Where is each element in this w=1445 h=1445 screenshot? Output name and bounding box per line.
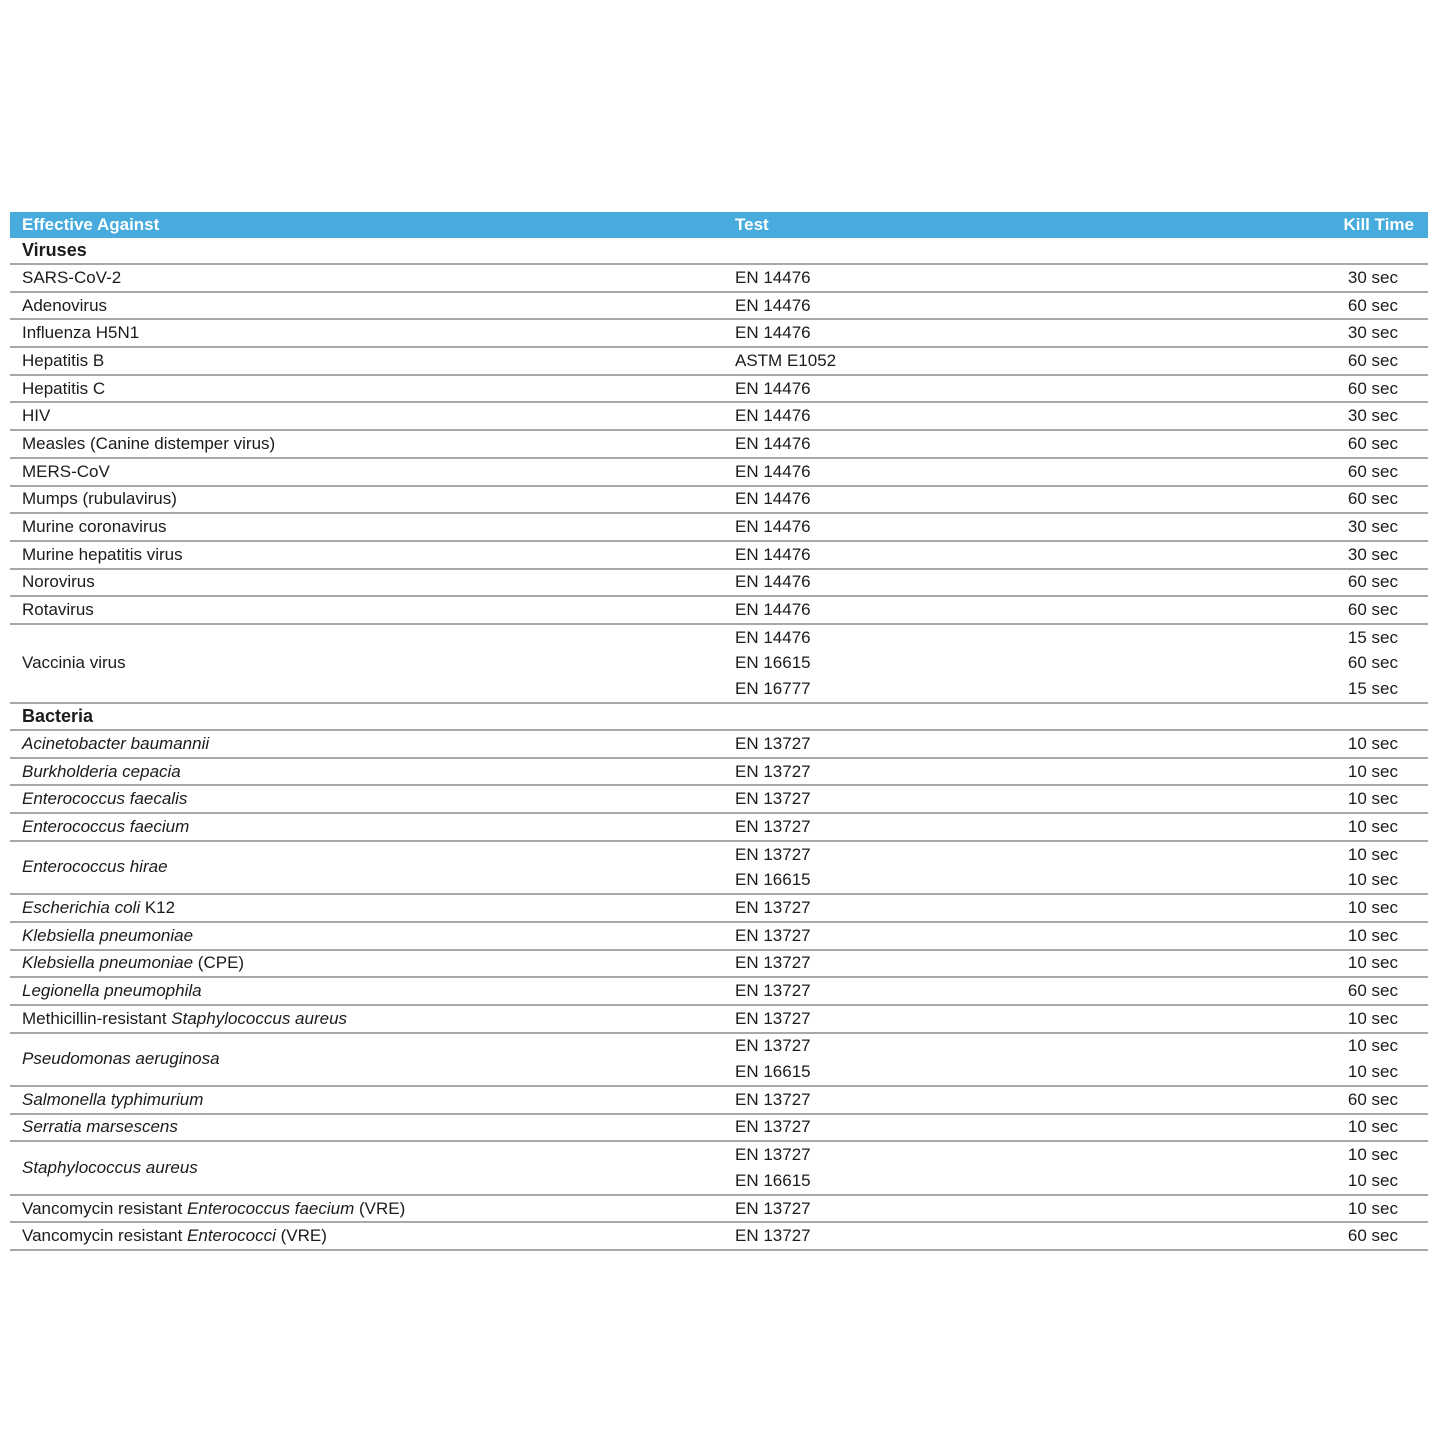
organism-name [10, 981, 735, 1001]
test-line [735, 1115, 1428, 1141]
organism-name-text: Adenovirus [22, 295, 108, 315]
kill-time: 60 sec [1347, 489, 1398, 509]
organism-name [10, 600, 735, 620]
table-row [10, 1006, 1428, 1034]
efficacy-table [10, 212, 1428, 1251]
organism-name-latin: Klebsiella pneumoniae [22, 925, 194, 945]
table-row [10, 759, 1428, 787]
test-line [735, 570, 1428, 596]
test-line [735, 597, 1428, 623]
test-line [735, 514, 1428, 540]
organism-name [10, 857, 735, 877]
organism-name [10, 462, 735, 482]
table-row [10, 431, 1428, 459]
organism-name [10, 406, 735, 426]
test-standard: EN 16615 [735, 653, 811, 673]
table-body [10, 238, 1428, 1251]
kill-time: 10 sec [1347, 733, 1398, 753]
organism-name-text: Mumps (rubulavirus) [22, 489, 177, 509]
table-row [10, 1034, 1428, 1087]
section-title-bacteria: Bacteria [10, 704, 1428, 731]
organism-name [10, 1009, 735, 1029]
test-line [735, 867, 1428, 893]
organism-name-latin: Enterococcus faecalis [22, 789, 188, 809]
test-lines [735, 1034, 1428, 1085]
table-row [10, 348, 1428, 376]
kill-time: 10 sec [1347, 953, 1398, 973]
organism-name [10, 351, 735, 371]
test-standard: EN 13727 [735, 789, 811, 809]
test-line [735, 731, 1428, 757]
test-line [735, 895, 1428, 921]
organism-name [10, 572, 735, 592]
test-line [735, 978, 1428, 1004]
organism-name-text: SARS-CoV-2 [22, 267, 122, 287]
organism-name-text: Vaccinia virus [22, 653, 126, 673]
table-row [10, 1142, 1428, 1195]
test-lines [735, 265, 1428, 291]
test-lines [735, 320, 1428, 346]
table-row [10, 542, 1428, 570]
kill-time: 10 sec [1347, 897, 1398, 917]
test-lines [735, 1087, 1428, 1113]
kill-time: 60 sec [1347, 572, 1398, 592]
test-lines [735, 403, 1428, 429]
kill-time: 10 sec [1347, 870, 1398, 890]
test-line [735, 1196, 1428, 1222]
organism-name-text: Rotavirus [22, 600, 94, 620]
test-standard: EN 13727 [735, 816, 811, 836]
table-row [10, 293, 1428, 321]
table-row [10, 1223, 1428, 1251]
table-row [10, 978, 1428, 1006]
kill-time: 10 sec [1347, 816, 1398, 836]
kill-time: 30 sec [1347, 323, 1398, 343]
kill-time: 10 sec [1347, 761, 1398, 781]
table-row [10, 570, 1428, 598]
test-line [735, 651, 1428, 677]
test-line [735, 293, 1428, 319]
test-standard: ASTM E1052 [735, 350, 837, 370]
test-lines [735, 514, 1428, 540]
kill-time: 10 sec [1347, 1008, 1398, 1028]
test-standard: EN 13727 [735, 925, 811, 945]
organism-name [10, 762, 735, 782]
test-line [735, 487, 1428, 513]
test-standard: EN 13727 [735, 1089, 811, 1109]
kill-time: 10 sec [1347, 925, 1398, 945]
table-row [10, 814, 1428, 842]
test-lines [735, 459, 1428, 485]
organism-name-latin: Escherichia coli [22, 897, 141, 917]
kill-time: 60 sec [1347, 600, 1398, 620]
test-lines [735, 625, 1428, 702]
test-standard: EN 13727 [735, 953, 811, 973]
test-line [735, 759, 1428, 785]
test-lines [735, 759, 1428, 785]
organism-name [10, 379, 735, 399]
organism-name [10, 296, 735, 316]
kill-time: 60 sec [1347, 461, 1398, 481]
table-row [10, 731, 1428, 759]
test-line [735, 1142, 1428, 1168]
organism-name [10, 1226, 735, 1246]
test-lines [735, 814, 1428, 840]
test-standard: EN 13727 [735, 733, 811, 753]
organism-name-latin: Enterococcus faecium [187, 1198, 355, 1218]
kill-time: 10 sec [1347, 844, 1398, 864]
test-line [735, 1059, 1428, 1085]
test-lines [735, 542, 1428, 568]
test-line [735, 842, 1428, 868]
test-standard: EN 14476 [735, 489, 811, 509]
organism-name-text: Vancomycin resistant [22, 1226, 188, 1246]
table-header-row [10, 212, 1428, 238]
organism-name-latin: Salmonella typhimurium [22, 1089, 204, 1109]
table-row [10, 1115, 1428, 1143]
test-lines [735, 348, 1428, 374]
test-lines [735, 895, 1428, 921]
organism-name-text: Norovirus [22, 572, 95, 592]
test-lines [735, 293, 1428, 319]
organism-name [10, 734, 735, 754]
organism-name-text: Murine coronavirus [22, 517, 167, 537]
test-lines [735, 923, 1428, 949]
organism-name [10, 926, 735, 946]
test-lines [735, 951, 1428, 977]
test-line [735, 431, 1428, 457]
kill-time: 10 sec [1347, 1170, 1398, 1190]
test-line [735, 348, 1428, 374]
organism-name-text: Influenza H5N1 [22, 323, 140, 343]
test-standard: EN 14476 [735, 406, 811, 426]
organism-name [10, 1090, 735, 1110]
test-standard: EN 14476 [735, 544, 811, 564]
kill-time: 60 sec [1347, 378, 1398, 398]
test-line [735, 265, 1428, 291]
test-line [735, 625, 1428, 651]
organism-name [10, 1158, 735, 1178]
table-row [10, 265, 1428, 293]
table-row [10, 786, 1428, 814]
table-row [10, 376, 1428, 404]
organism-name-latin: Enterococci [187, 1226, 276, 1246]
table-row [10, 625, 1428, 704]
test-lines [735, 1196, 1428, 1222]
test-standard: EN 14476 [735, 627, 811, 647]
test-lines [735, 431, 1428, 457]
organism-name-latin: Klebsiella pneumoniae [22, 953, 194, 973]
test-standard: EN 14476 [735, 517, 811, 537]
kill-time: 30 sec [1347, 544, 1398, 564]
test-standard: EN 13727 [735, 897, 811, 917]
test-line [735, 814, 1428, 840]
test-standard: EN 13727 [735, 1036, 811, 1056]
test-standard: EN 14476 [735, 600, 811, 620]
organism-name [10, 817, 735, 837]
kill-time: 10 sec [1347, 789, 1398, 809]
organism-name [10, 953, 735, 973]
organism-name [10, 434, 735, 454]
organism-name-latin: Staphylococcus aureus [22, 1158, 198, 1177]
organism-name [10, 898, 735, 918]
organism-name-latin: Acinetobacter baumannii [22, 733, 210, 753]
kill-time: 60 sec [1347, 295, 1398, 315]
test-line [735, 1168, 1428, 1194]
test-lines [735, 731, 1428, 757]
table-row [10, 895, 1428, 923]
test-standard: EN 16615 [735, 1170, 811, 1190]
organism-name-text: HIV [22, 406, 51, 426]
table-row [10, 514, 1428, 542]
test-standard: EN 16777 [735, 679, 811, 699]
table-row [10, 403, 1428, 431]
test-line [735, 459, 1428, 485]
organism-name-latin: Serratia marsescens [22, 1117, 178, 1137]
organism-name [10, 268, 735, 288]
kill-time: 10 sec [1347, 1062, 1398, 1082]
organism-name-text: MERS-CoV [22, 461, 110, 481]
kill-time: 10 sec [1347, 1145, 1398, 1165]
organism-name [10, 545, 735, 565]
test-lines [735, 376, 1428, 402]
test-line [735, 403, 1428, 429]
table-row [10, 320, 1428, 348]
test-lines [735, 786, 1428, 812]
organism-name-text: (CPE) [193, 953, 245, 973]
column-header-test: Test [735, 215, 769, 234]
table-row [10, 459, 1428, 487]
organism-name-text: K12 [140, 897, 176, 917]
test-line [735, 786, 1428, 812]
test-standard: EN 14476 [735, 461, 811, 481]
column-header-effective-against: Effective Against [22, 215, 160, 234]
organism-name [10, 1199, 735, 1219]
test-standard: EN 13727 [735, 1198, 811, 1218]
test-line [735, 1223, 1428, 1249]
test-lines [735, 1115, 1428, 1141]
organism-name-latin: Staphylococcus aureus [171, 1008, 348, 1028]
test-line [735, 1006, 1428, 1032]
organism-name-latin: Burkholderia cepacia [22, 761, 181, 781]
test-line [735, 923, 1428, 949]
organism-name-latin: Enterococcus hirae [22, 857, 168, 877]
table-row [10, 951, 1428, 979]
organism-name-latin: Pseudomonas aeruginosa [22, 1049, 220, 1069]
kill-time: 60 sec [1347, 433, 1398, 453]
kill-time: 30 sec [1347, 267, 1398, 287]
table-row [10, 487, 1428, 515]
table-row [10, 1196, 1428, 1224]
organism-name-text: (VRE) [354, 1198, 406, 1218]
test-standard: EN 14476 [735, 378, 811, 398]
test-lines [735, 597, 1428, 623]
test-lines [735, 978, 1428, 1004]
organism-name [10, 653, 735, 673]
kill-time: 15 sec [1347, 679, 1398, 699]
test-standard: EN 13727 [735, 981, 811, 1001]
table-row [10, 923, 1428, 951]
test-line [735, 951, 1428, 977]
organism-name-text: Measles (Canine distemper virus) [22, 433, 276, 453]
test-standard: EN 14476 [735, 295, 811, 315]
organism-name [10, 517, 735, 537]
organism-name [10, 323, 735, 343]
test-standard: EN 13727 [735, 1226, 811, 1246]
test-standard: EN 14476 [735, 267, 811, 287]
kill-time: 30 sec [1347, 517, 1398, 537]
test-line [735, 542, 1428, 568]
organism-name [10, 1117, 735, 1137]
test-line [735, 1034, 1428, 1060]
test-standard: EN 14476 [735, 323, 811, 343]
test-lines [735, 487, 1428, 513]
kill-time: 60 sec [1347, 981, 1398, 1001]
test-line [735, 1087, 1428, 1113]
test-standard: EN 13727 [735, 761, 811, 781]
column-header-kill-time: Kill Time [1343, 215, 1414, 234]
test-standard: EN 13727 [735, 1145, 811, 1165]
kill-time: 15 sec [1347, 627, 1398, 647]
test-lines [735, 842, 1428, 893]
test-standard: EN 16615 [735, 870, 811, 890]
organism-name-text: Hepatitis C [22, 378, 106, 398]
table-row [10, 842, 1428, 895]
kill-time: 60 sec [1347, 1089, 1398, 1109]
test-standard: EN 13727 [735, 1117, 811, 1137]
test-line [735, 676, 1428, 702]
test-standard: EN 16615 [735, 1062, 811, 1082]
test-lines [735, 570, 1428, 596]
organism-name [10, 489, 735, 509]
organism-name-text: Murine hepatitis virus [22, 544, 183, 564]
kill-time: 10 sec [1347, 1036, 1398, 1056]
organism-name-text: Vancomycin resistant [22, 1198, 188, 1218]
test-standard: EN 13727 [735, 844, 811, 864]
test-standard: EN 13727 [735, 1008, 811, 1028]
kill-time: 10 sec [1347, 1117, 1398, 1137]
kill-time: 60 sec [1347, 1226, 1398, 1246]
kill-time: 60 sec [1347, 350, 1398, 370]
organism-name [10, 1049, 735, 1069]
test-standard: EN 14476 [735, 572, 811, 592]
organism-name [10, 789, 735, 809]
test-standard: EN 14476 [735, 433, 811, 453]
table-row [10, 1087, 1428, 1115]
organism-name-text: Methicillin-resistant [22, 1008, 172, 1028]
kill-time: 10 sec [1347, 1198, 1398, 1218]
test-lines [735, 1142, 1428, 1193]
organism-name-latin: Legionella pneumophila [22, 981, 202, 1001]
test-lines [735, 1006, 1428, 1032]
test-line [735, 320, 1428, 346]
kill-time: 60 sec [1347, 653, 1398, 673]
organism-name-latin: Enterococcus faecium [22, 816, 190, 836]
kill-time: 30 sec [1347, 406, 1398, 426]
test-line [735, 376, 1428, 402]
organism-name-text: Hepatitis B [22, 350, 105, 370]
organism-name-text: (VRE) [275, 1226, 327, 1246]
test-lines [735, 1223, 1428, 1249]
section-title-viruses: Viruses [10, 238, 1428, 265]
table-row [10, 597, 1428, 625]
